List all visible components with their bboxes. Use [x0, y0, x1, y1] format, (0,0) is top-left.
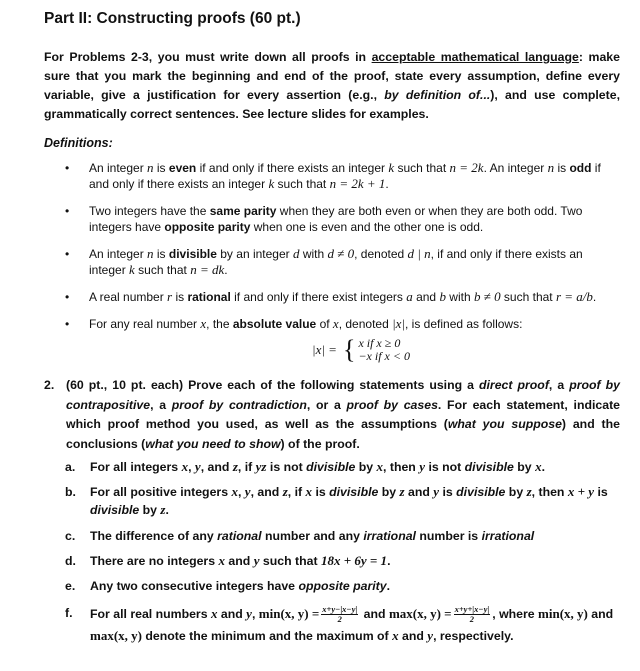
text-run: . — [165, 503, 169, 517]
text-run: such that — [134, 263, 191, 277]
section-heading: Part II: Constructing proofs (60 pt.) — [44, 10, 301, 27]
text-run: same parity — [209, 204, 277, 218]
text-run: d ≠ 0 — [327, 246, 355, 261]
bullet-icon: • — [65, 290, 70, 304]
bullet-icon: • — [65, 204, 70, 218]
item-label: d. — [65, 554, 76, 568]
problem-items — [44, 458, 620, 647]
text-run: 2 — [337, 614, 342, 625]
text-run: max(x, y) = — [388, 606, 452, 621]
text-run: such that — [394, 161, 450, 175]
text-run: n — [547, 160, 555, 175]
text-run: y — [427, 628, 434, 643]
text-run: divisible — [329, 485, 379, 499]
text-run: divisible — [168, 247, 217, 261]
item-a — [44, 458, 620, 483]
text-run: , and — [200, 460, 233, 474]
text-run: n — [147, 160, 154, 175]
text-run: b ≠ 0 — [473, 289, 501, 304]
text-run: For all real numbers — [90, 607, 211, 621]
brace-icon: { — [342, 335, 356, 364]
item-b — [44, 483, 620, 527]
text-run: x+y−|x−y| — [322, 604, 358, 615]
text-run: opposite parity — [164, 220, 251, 234]
text-run: r = a/b — [555, 289, 593, 304]
text-run: x — [332, 316, 339, 331]
text-run: when they are both even or when they are both odd. Two integers have — [89, 204, 583, 234]
text-run: by an integer — [216, 247, 293, 261]
text-run: max(x, y) — [90, 628, 142, 643]
text-run: , — [251, 607, 259, 621]
bullet-icon: • — [65, 317, 70, 331]
text-run: y — [244, 484, 251, 499]
text-run: . For each statement, indicate which proof method you used, as well as the assumptions ( — [66, 397, 620, 431]
text-run: , or a — [306, 397, 347, 412]
text-run: is — [172, 290, 188, 304]
text-run: An integer — [89, 161, 148, 175]
text-run: is — [554, 161, 570, 175]
instructions-paragraph — [44, 48, 620, 124]
item-f — [44, 603, 620, 647]
formula-cases — [358, 337, 410, 363]
text-run: with — [299, 247, 328, 261]
text-run: by — [139, 503, 161, 517]
text-run: denote the minimum and the maximum of — [142, 629, 393, 643]
text-run: z — [399, 484, 405, 499]
text-run: rational — [187, 290, 231, 304]
text-run: a — [406, 289, 413, 304]
text-run: . — [224, 263, 228, 277]
text-run: irrational — [481, 529, 535, 543]
definition-parity — [44, 203, 620, 235]
text-run: and — [587, 607, 614, 621]
text-run: divisible — [456, 485, 506, 499]
text-run: min(x, y) = — [258, 606, 320, 621]
text-run: For all positive integers — [90, 485, 232, 499]
text-run: The difference of any — [90, 529, 218, 543]
text-run: x — [200, 316, 207, 331]
text-run: of — [316, 317, 333, 331]
text-run: divisible — [464, 460, 514, 474]
text-run: odd — [569, 161, 592, 175]
text-run: For any real number — [89, 317, 201, 331]
text-run: absolute value — [232, 317, 317, 331]
text-run: such that — [274, 177, 330, 191]
text-run: what you need to show — [145, 436, 281, 451]
text-run: y — [246, 606, 252, 621]
case-negative: −x if x < 0 — [358, 349, 410, 363]
text-run: rational — [217, 529, 262, 543]
text-run: For all integers — [90, 460, 182, 474]
text-run: min(x, y) — [538, 606, 588, 621]
text-run: , where — [492, 607, 539, 621]
text-run: x — [231, 484, 238, 499]
text-run: , then — [531, 485, 568, 499]
definitions-heading: Definitions: — [44, 136, 113, 150]
text-run: , — [188, 460, 195, 474]
text-run: d — [292, 246, 300, 261]
text-run: direct proof — [479, 378, 549, 392]
text-run: by — [505, 485, 527, 499]
text-run: x — [218, 553, 225, 568]
text-run: proof by contrapositive — [66, 378, 620, 412]
text-run: by — [355, 460, 377, 474]
text-run: There are no integers — [90, 554, 219, 568]
text-run: d | n — [407, 246, 431, 261]
text-run: k — [388, 160, 395, 175]
text-run: x+y+|x−y| — [454, 604, 490, 615]
text-run: , — [237, 485, 245, 499]
text-run: such that — [259, 554, 321, 568]
text-run: n — [147, 246, 154, 261]
text-run: . — [541, 460, 545, 474]
item-label: c. — [65, 529, 76, 543]
text-run: Two integers have the — [89, 204, 210, 218]
text-run: divisible — [306, 460, 356, 474]
text-run: n = dk — [190, 262, 225, 277]
text-run: proof by cases — [346, 397, 438, 412]
item-e — [44, 577, 620, 603]
text-run: n = 2k — [449, 160, 484, 175]
text-run: (60 pt., 10 pt. each) Prove each of the following statements using a — [66, 378, 479, 392]
text-run: b — [439, 289, 446, 304]
text-run: x — [210, 606, 218, 621]
text-run: . An integer — [483, 161, 548, 175]
text-run: z — [526, 484, 532, 499]
bullet-icon: • — [65, 247, 70, 261]
text-run: irrational — [363, 529, 416, 543]
text-run: k — [268, 176, 275, 191]
text-run: x — [181, 459, 189, 474]
text-run: y — [419, 459, 426, 474]
case-nonnegative: x if x ≥ 0 — [358, 336, 401, 350]
item-label: a. — [65, 460, 76, 474]
text-run: An integer — [89, 247, 148, 261]
text-run: , if — [287, 485, 306, 499]
text-run: |x| — [392, 316, 406, 331]
text-run: even — [168, 161, 197, 175]
text-run: y — [194, 459, 201, 474]
text-run: if and only if there exists an integer — [196, 161, 389, 175]
item-label: f. — [65, 606, 73, 620]
text-run: , and — [250, 485, 283, 499]
text-run: is — [439, 485, 457, 499]
text-run: k — [129, 262, 135, 277]
problem-statement — [44, 376, 620, 454]
text-run: z — [160, 502, 166, 517]
text-run: is — [312, 485, 330, 499]
definition-even-odd — [44, 160, 620, 192]
text-run: is — [153, 247, 169, 261]
text-run: , if — [237, 460, 256, 474]
text-run: ) and the conclusions ( — [66, 417, 620, 451]
definition-divisible — [44, 246, 620, 278]
text-run: , denoted — [354, 247, 408, 261]
definition-rational — [44, 289, 620, 305]
text-run: y — [253, 553, 260, 568]
text-run: yz — [255, 459, 267, 474]
intro-text: : make sure that you mark the beginning and end of the proof, state every assumption, define every variable, give a justification for every assertion (e.g., — [44, 50, 620, 102]
text-run: x + y — [567, 484, 595, 499]
definitions-list — [44, 160, 620, 343]
text-run: A real number — [89, 290, 168, 304]
text-run: if and only if there exists an integer — [89, 161, 601, 191]
text-run: is not — [425, 460, 465, 474]
text-run: by — [513, 460, 536, 474]
text-run: when one is even and the other one is odd. — [250, 220, 484, 234]
text-run: x — [535, 459, 542, 474]
text-run: , the — [206, 317, 233, 331]
intro-text: For Problems 2-3, you must write down all proofs in — [44, 50, 372, 64]
text-run: r — [167, 289, 173, 304]
text-run: n = 2k + 1 — [329, 176, 386, 191]
text-run: . — [592, 290, 597, 304]
bullet-icon: • — [65, 161, 70, 175]
text-run: x — [376, 459, 384, 474]
intro-italic: by definition of... — [384, 88, 491, 102]
text-run: . — [386, 579, 390, 593]
text-run: is not — [266, 460, 307, 474]
text-run: and — [217, 607, 247, 621]
text-run: x — [392, 628, 399, 643]
text-run: is — [153, 161, 169, 175]
text-run: , is defined as follows: — [405, 317, 523, 331]
text-run: proof by contradiction — [171, 397, 307, 412]
problem-number: 2. — [44, 378, 55, 392]
text-run: and — [224, 554, 254, 568]
formula-lhs: |x| = — [312, 342, 337, 357]
text-run: and — [412, 290, 440, 304]
text-run: with — [445, 290, 474, 304]
text-run: 2 — [469, 614, 475, 625]
text-run: . — [385, 177, 389, 191]
text-run: z — [232, 459, 238, 474]
text-run: , denoted — [338, 317, 393, 331]
text-run: , respectively. — [433, 629, 514, 643]
text-run: what you suppose — [447, 417, 562, 431]
text-run: and — [398, 629, 428, 643]
item-d — [44, 552, 620, 577]
text-run: Any two consecutive integers have — [90, 579, 299, 593]
intro-text: ), and use complete, grammatically correct sentences. See lecture slides for examples. — [44, 88, 620, 121]
definition-absolute-value — [44, 316, 620, 332]
text-run: y — [433, 484, 440, 499]
text-run: , a — [548, 378, 570, 392]
text-run: and — [404, 485, 434, 499]
problem-2 — [44, 376, 620, 454]
text-run: number and any — [261, 529, 364, 543]
item-label: e. — [65, 579, 76, 593]
text-run: 18x + 6y = 1 — [320, 553, 388, 568]
absolute-value-formula — [312, 337, 410, 363]
min-fraction — [321, 605, 358, 624]
text-run: if and only if there exist integers — [230, 290, 407, 304]
text-run: such that — [500, 290, 556, 304]
text-run: is — [594, 485, 608, 499]
text-run: divisible — [90, 503, 140, 517]
item-label: b. — [65, 485, 76, 499]
item-c — [44, 527, 620, 552]
text-run: x — [305, 484, 313, 499]
text-run: , a — [150, 397, 172, 412]
acceptable-language-link[interactable]: acceptable mathematical language — [371, 50, 579, 64]
text-run: ) of the proof. — [280, 436, 360, 451]
text-run: z — [282, 484, 288, 499]
text-run: opposite parity — [298, 579, 387, 593]
text-run: and — [360, 607, 389, 621]
text-run: , if and only if there exists an integer — [89, 247, 583, 277]
text-run: number is — [415, 529, 482, 543]
text-run: by — [378, 485, 400, 499]
max-fraction — [454, 605, 491, 624]
text-run: , then — [383, 460, 420, 474]
text-run: . — [387, 554, 391, 568]
